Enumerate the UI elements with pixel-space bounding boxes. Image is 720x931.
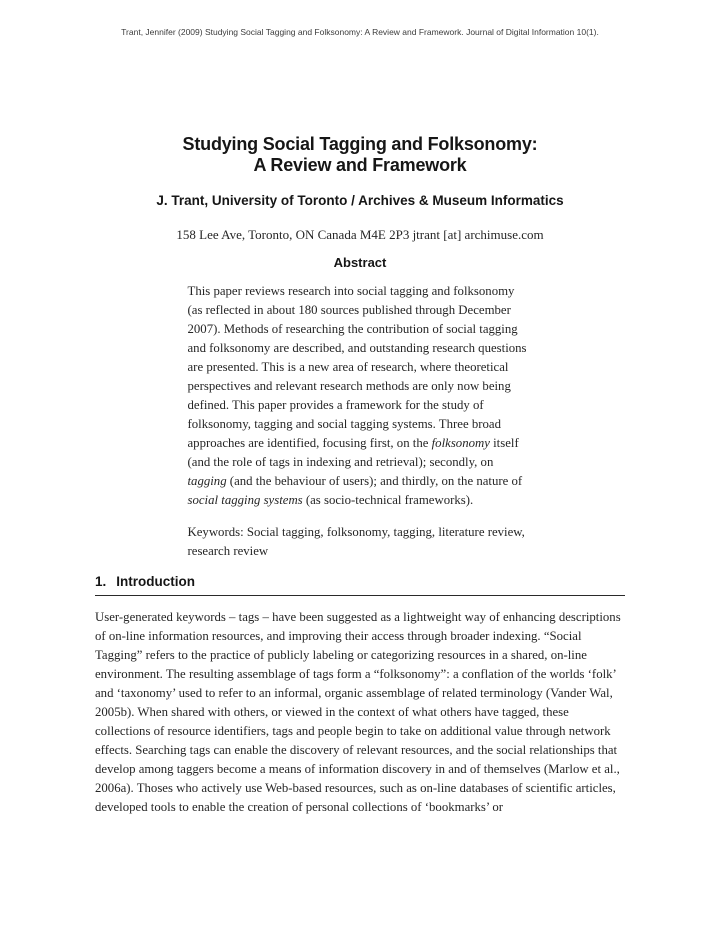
keywords-line: Keywords: Social tagging, folksonomy, tagging, literature review, research review bbox=[187, 525, 525, 558]
paper-title bbox=[95, 134, 625, 176]
paper-title-line-1: Studying Social Tagging and Folksonomy: bbox=[182, 134, 538, 154]
paper-title-line-2: A Review and Framework bbox=[253, 155, 467, 175]
author-affiliation: J. Trant, University of Toronto / Archives & Museum Informatics bbox=[156, 193, 564, 208]
section-heading-label: Introduction bbox=[116, 574, 195, 589]
abstract-heading: Abstract bbox=[333, 255, 387, 270]
section-heading-introduction bbox=[95, 574, 625, 596]
running-header-citation: Trant, Jennifer (2009) Studying Social Tagging and Folksonomy: A Review and Framework. Journal of Digital Information 10(1). bbox=[121, 27, 599, 37]
section-number: 1. bbox=[95, 574, 107, 589]
abstract-paragraph: This paper reviews research into social tagging and folksonomy (as reflected in about 180 sources published through December 2007). Methods of researching the contribution of social tagging and folksonomy are described, and outstanding research questions are presented. This is a new area of research, where theoretical perspectives and relevant research methods are only now being defined. This paper provides a framework for the study of folksonomy, tagging and social tagging systems. Three broad approaches are identified, focusing first, on the folksonomy itself (and the role of tags in indexing and retrieval); secondly, on tagging (and the behaviour of users); and thirdly, on the nature of social tagging systems (as socio-technical frameworks). bbox=[187, 284, 527, 507]
author-contact: 158 Lee Ave, Toronto, ON Canada M4E 2P3 jtrant [at] archimuse.com bbox=[176, 227, 544, 242]
paper-content bbox=[95, 134, 625, 817]
introduction-paragraph: User-generated keywords – tags – have been suggested as a lightweight way of enhancing descriptions of on-line information resources, and improving their access through broader indexing. “Social Tagging” refers to the practice of publicly labeling or categorizing resources in a shared, on-line environment. The resulting assemblage of tags form a “folksonomy”: a conflation of the worlds ‘folk’ and ‘taxonomy’ used to refer to an informal, organic assemblage of related terminology (Vander Wal, 2005b). When shared with others, or viewed in the context of what others have tagged, these collections of resource identifiers, tags and people begin to take on additional value through network effects. Searching tags can enable the discovery of relevant resources, and the social relationships that develop among taggers become a means of information discovery in and of themselves (Marlow et al., 2006a). Thoses who actively use Web-based resources, such as on-line databases of scientific articles, developed tools to enable the creation of personal collections of ‘bookmarks’ or bbox=[95, 610, 621, 814]
